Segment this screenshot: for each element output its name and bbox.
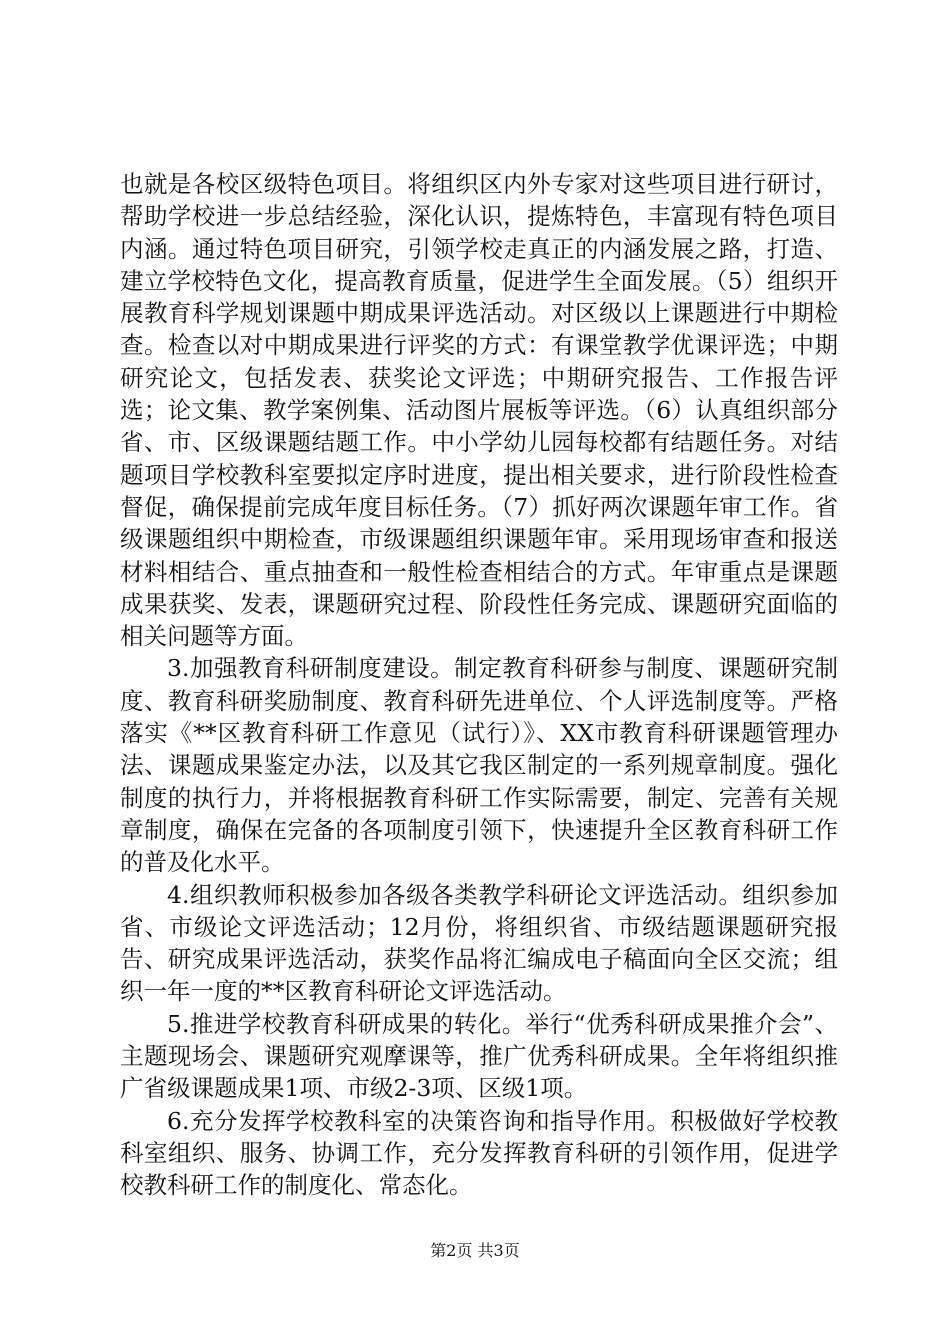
paragraph-3: 4.组织教师积极参加各级各类教学科研论文评选活动。组织参加省、市级论文评选活动；12月份，将组织省、市级结题课题研究报告、研究成果评选活动，获奖作品将汇编成电子稿面向全区交流；组织一年一度的**区教育科研论文评选活动。 <box>120 880 838 1006</box>
paragraph-5: 6.充分发挥学校教科室的决策咨询和指导作用。积极做好学校教科室组织、服务、协调工作，充分发挥教育科研的引领作用，促进学校教科研工作的制度化、常态化。 <box>120 1106 838 1200</box>
paragraph-2: 3.加强教育科研制度建设。制定教育科研参与制度、课题研究制度、教育科研奖励制度、教育科研先进单位、个人评选制度等。严格落实《**区教育科研工作意见（试行）》、XX市教育科研课题管理办法、课题成果鉴定办法，以及其它我区制定的一系列规章制度。强化制度的执行力，并将根据教育科研工作实际需要，制定、完善有关规章制度，确保在完备的各项制度引领下，快速提升全区教育科研工作的普及化水平。 <box>120 654 838 877</box>
paragraph-1: 也就是各校区级特色项目。将组织区内外专家对这些项目进行研讨，帮助学校进一步总结经验，深化认识，提炼特色，丰富现有特色项目内涵。通过特色项目研究，引领学校走真正的内涵发展之路，打造、建立学校特色文化，提高教育质量，促进学生全面发展。（5）组织开展教育科学规划课题中期成果评选活动。对区级以上课题进行中期检查。检查以对中期成果进行评奖的方式：有课堂教学优课评选；中期研究论文，包括发表、获奖论文评选；中期研究报告、工作报告评选；论文集、教学案例集、活动图片展板等评选。（6）认真组织部分省、市、区级课题结题工作。中小学幼儿园每校都有结题任务。对结题项目学校教科室要拟定序时进度，提出相关要求，进行阶段性检查督促，确保提前完成年度目标任务。（7）抓好两次课题年审工作。省级课题组织中期检查，市级课题组织课题年审。采用现场审查和报送材料相结合、重点抽查和一般性检查相结合的方式。年审重点是课题成果获奖、发表，课题研究过程、阶段性任务完成、课题研究面临的相关问题等方面。 <box>120 170 838 651</box>
page-number-footer: 第2页 共3页 <box>430 1241 520 1260</box>
paragraph-4: 5.推进学校教育科研成果的转化。举行“优秀科研成果推介会”、主题现场会、课题研究观摩课等，推广优秀科研成果。全年将组织推广省级课题成果1项、市级2-3项、区级1项。 <box>120 1009 838 1103</box>
document-body <box>120 168 838 1202</box>
